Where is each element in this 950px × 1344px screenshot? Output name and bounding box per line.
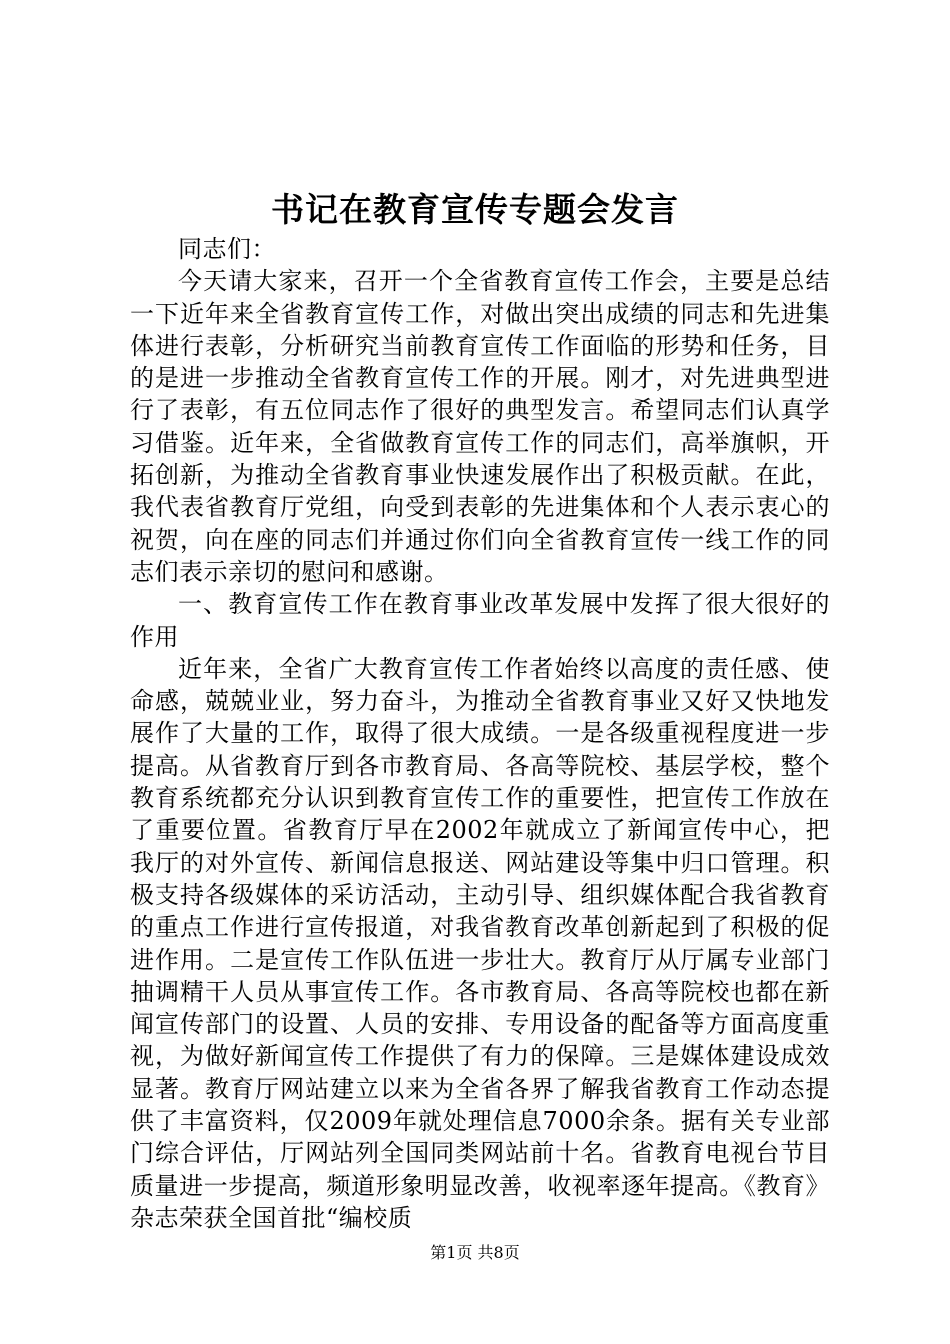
- page-number-footer: 第1页 共8页: [430, 1243, 520, 1262]
- document-body: [130, 233, 830, 1234]
- section-heading-paragraph: 一、教育宣传工作在教育事业改革发展中发挥了很大很好的作用: [130, 590, 830, 651]
- salutation-paragraph: 同志们：: [178, 235, 276, 263]
- body-paragraph: 近年来，全省广大教育宣传工作者始终以高度的责任感、使命感，兢兢业业，努力奋斗，为推动全省教育事业又好又快地发展作了大量的工作，取得了很大成绩。一是各级重视程度进一步提高。从省教育厅到各市教育局、各高等院校、基层学校，整个教育系统都充分认识到教育宣传工作的重要性，把宣传工作放在了重要位置。省教育厅早在2002年就成立了新闻宣传中心，把我厅的对外宣传、新闻信息报送、网站建设等集中归口管理。积极支持各级媒体的采访活动，主动引导、组织媒体配合我省教育的重点工作进行宣传报道，对我省教育改革创新起到了积极的促进作用。二是宣传工作队伍进一步壮大。教育厅从厅属专业部门抽调精干人员从事宣传工作。各市教育局、各高等院校也都在新闻宣传部门的设置、人员的安排、专用设备的配备等方面高度重视，为做好新闻宣传工作提供了有力的保障。三是媒体建设成效显著。教育厅网站建立以来为全省各界了解我省教育工作动态提供了丰富资料，仅2009年就处理信息7000余条。据有关专业部门综合评估，厅网站列全国同类网站前十名。省教育电视台节目质量进一步提高，频道形象明显改善，收视率逐年提高。《教育》杂志荣获全国首批“编校质: [130, 654, 830, 1232]
- body-paragraph: 今天请大家来，召开一个全省教育宣传工作会，主要是总结一下近年来全省教育宣传工作，对做出突出成绩的同志和先进集体进行表彰，分析研究当前教育宣传工作面临的形势和任务，目的是进一步推动全省教育宣传工作的开展。刚才，对先进典型进行了表彰，有五位同志作了很好的典型发言。希望同志们认真学习借鉴。近年来，全省做教育宣传工作的同志们，高举旗帜，开拓创新，为推动全省教育事业快速发展作出了积极贡献。在此，我代表省教育厅党组，向受到表彰的先进集体和个人表示衷心的祝贺，向在座的同志们并通过你们向全省教育宣传一线工作的同志们表示亲切的慰问和感谢。: [130, 267, 830, 586]
- document-title: 书记在教育宣传专题会发言: [271, 190, 679, 229]
